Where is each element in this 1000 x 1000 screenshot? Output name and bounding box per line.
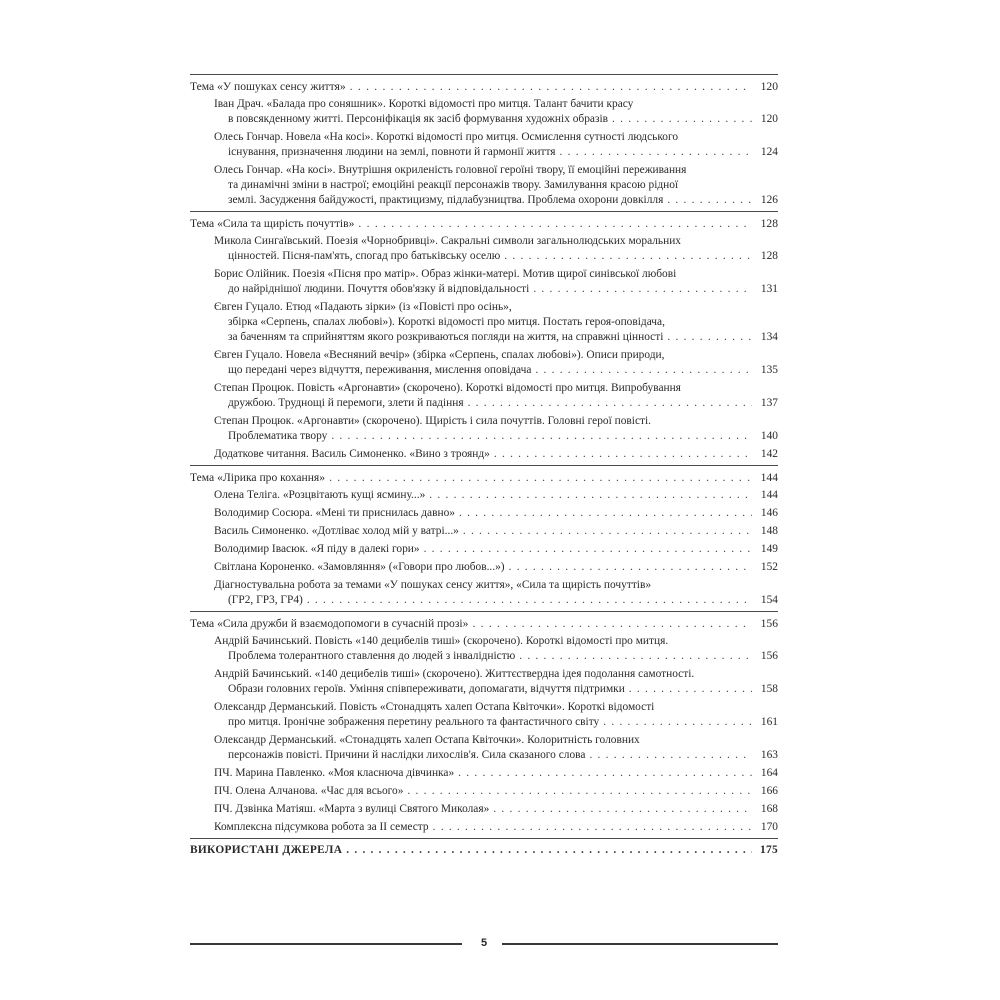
toc-entry-line: збірка «Серпень, спалах любові»). Короткі відомості про митця. Постать героя-оповідача, [228, 316, 665, 328]
toc-entry-text [190, 733, 752, 763]
toc-page-number: 148 [760, 525, 778, 537]
toc-entry-text [190, 634, 752, 664]
toc-page-number: 149 [760, 543, 778, 555]
toc-entry-text [190, 348, 752, 378]
toc-entry-text [190, 578, 752, 608]
section-divider [190, 838, 778, 839]
toc-theme-entry [190, 616, 778, 631]
toc-entry-text [190, 163, 752, 208]
toc-entry [190, 97, 778, 127]
toc-entry [190, 542, 778, 557]
toc-page-number: 168 [760, 803, 778, 815]
toc-entry-last-line [214, 249, 752, 264]
dot-leader [505, 560, 752, 575]
toc-page-number: 158 [760, 683, 778, 695]
toc-entry [190, 634, 778, 664]
toc-entry [190, 766, 778, 781]
toc-entry [190, 348, 778, 378]
toc-entry-last-line [214, 766, 752, 781]
toc-entry [190, 667, 778, 697]
toc-page-number: 144 [760, 489, 778, 501]
dot-leader [663, 193, 752, 208]
toc-entry-line: ПЧ. Дзвінка Матіяш. «Марта з вулиці Святого Миколая» [214, 803, 490, 815]
toc-entry-line: Тема «Сила дружби й взаємодопомоги в сучасній прозі» [190, 617, 469, 630]
toc-entry-line: Світлана Короненко. «Замовляння» («Говори про любов...») [214, 561, 505, 573]
dot-leader [420, 542, 752, 557]
toc-entry [190, 447, 778, 462]
toc-entry-text [190, 267, 752, 297]
toc-entry-text [190, 234, 752, 264]
toc-page-number: 134 [760, 331, 778, 343]
toc-entry-line: Тема «Лірика про кохання» [190, 471, 326, 484]
dot-leader [454, 766, 752, 781]
dot-leader [500, 249, 752, 264]
dot-leader [464, 396, 752, 411]
toc-entry-line: що передані через відчуття, переживання, мислення оповідача [228, 364, 532, 376]
toc-page-number: 137 [760, 397, 778, 409]
toc-entry [190, 381, 778, 411]
dot-leader [515, 649, 752, 664]
dot-leader [489, 802, 752, 817]
toc-entry-line: Борис Олійник. Поезія «Пісня про матір». Образ жінки-матері. Мотив щирої синівської любові [214, 268, 677, 280]
toc-page-number: 156 [760, 650, 778, 662]
toc-entry-line: ПЧ. Олена Алчанова. «Час для всього» [214, 785, 404, 797]
toc-entry-line: Іван Драч. «Балада про соняшник». Короткі відомості про митця. Талант бачити красу [214, 98, 634, 110]
toc-entry-last-line [190, 470, 752, 485]
toc-entry-text [190, 470, 752, 485]
dot-leader [599, 715, 752, 730]
section-divider [190, 465, 778, 466]
page-number: 5 [480, 937, 488, 949]
toc-entry [190, 163, 778, 208]
toc-page-number: 170 [760, 821, 778, 833]
toc-entry-last-line [214, 820, 752, 835]
toc-entry-last-line [190, 216, 752, 231]
dot-leader [403, 784, 752, 799]
toc-entry-line: Андрій Бачинський. Повість «140 децибелів тиші» (скорочено). Короткі відомості про митця. [214, 635, 669, 647]
toc-page-number: 166 [760, 785, 778, 797]
toc-entry-last-line [214, 145, 752, 160]
toc-entry-line: за баченням та сприйняттям якого розкриваються погляди на життя, на справжні цінності [228, 331, 664, 343]
toc-page-number: 126 [760, 194, 778, 206]
dot-leader [663, 330, 752, 345]
toc-sources-entry [190, 843, 778, 858]
dot-leader [608, 112, 752, 127]
dot-leader [346, 79, 752, 94]
toc-entry-line: Андрій Бачинський. «140 децибелів тиші» (скорочено). Життєствердна ідея подолання самотності. [214, 668, 695, 680]
toc-entry-text [190, 667, 752, 697]
toc-entry-last-line [214, 193, 752, 208]
toc-entry-line: цінностей. Пісня-пам'ять, спогад про батьківську оселю [228, 250, 501, 262]
toc-page-number: 131 [760, 283, 778, 295]
toc-entry-last-line [214, 396, 752, 411]
toc-entry [190, 820, 778, 835]
toc-page-number: 175 [760, 844, 778, 856]
section-divider [190, 611, 778, 612]
toc-entry-last-line [190, 843, 752, 858]
toc-entry-text [190, 524, 752, 539]
toc-entry-line: Комплексна підсумкова робота за ІІ семестр [214, 821, 429, 833]
toc-theme-entry [190, 216, 778, 231]
footer-rule-left [190, 943, 462, 945]
toc-entry-last-line [214, 363, 752, 378]
toc-entry-last-line [214, 748, 752, 763]
toc-entry [190, 506, 778, 521]
toc-page-number: 128 [760, 250, 778, 262]
toc-entry [190, 414, 778, 444]
dot-leader [455, 506, 752, 521]
dot-leader [585, 748, 752, 763]
dot-leader [327, 429, 752, 444]
toc-entry-line: персонажів повісті. Причини й наслідки лихослів'я. Сила сказаного слова [228, 749, 586, 761]
toc-entry-last-line [214, 649, 752, 664]
table-of-contents [190, 72, 778, 861]
toc-page-number: 156 [760, 617, 778, 630]
toc-entry [190, 560, 778, 575]
toc-entry-text [190, 766, 752, 781]
toc-entry-line: Тема «У пошуках сенсу життя» [190, 80, 346, 93]
toc-entry-text [190, 843, 752, 858]
toc-page-number: 142 [760, 448, 778, 460]
toc-entry-last-line [214, 112, 752, 127]
toc-entry-line: (ГР2, ГР3, ГР4) [228, 594, 303, 606]
toc-entry-last-line [214, 802, 752, 817]
toc-entry [190, 733, 778, 763]
toc-entry-line: та динамічні зміни в настрої; емоційні реакції персонажів твору. Замилування красою рідної [228, 179, 679, 191]
toc-entry-line: про митця. Іронічне зображення перетину реального та фантастичного світу [228, 716, 600, 728]
page-footer [190, 936, 778, 950]
toc-entry-line: Володимир Сосюра. «Мені ти приснилась давно» [214, 507, 455, 519]
toc-page-number: 120 [760, 113, 778, 125]
toc-entry-line: Олександр Дерманський. Повість «Стонадцять халеп Остапа Квіточки». Короткі відомості [214, 701, 655, 713]
toc-entry [190, 524, 778, 539]
toc-entry-line: Степан Процюк. Повість «Аргонавти» (скорочено). Короткі відомості про митця. Випробування [214, 382, 681, 394]
toc-entry-text [190, 300, 752, 345]
toc-entry [190, 802, 778, 817]
toc-entry-text [190, 542, 752, 557]
toc-entry-text [190, 97, 752, 127]
toc-entry-last-line [214, 282, 752, 297]
dot-leader [425, 488, 752, 503]
dot-leader [531, 363, 752, 378]
toc-entry-line: Олександр Дерманський. «Стонадцять халеп Остапа Квіточки». Колоритність головних [214, 734, 640, 746]
toc-entry-line: Микола Сингаївський. Поезія «Чорнобривці». Сакральні символи загальнолюдських моральних [214, 235, 681, 247]
toc-entry-line: Євген Гуцало. Новела «Весняний вечір» (збірка «Серпень, спалах любові»). Описи природи, [214, 349, 665, 361]
toc-entry-line: Василь Симоненко. «Дотліває холод мій у ватрі...» [214, 525, 459, 537]
toc-entry-last-line [214, 682, 752, 697]
dot-leader [325, 470, 752, 485]
toc-page-number: 140 [760, 430, 778, 442]
toc-entry [190, 700, 778, 730]
toc-entry-line: в повсякденному житті. Персоніфікація як засіб формування художніх образів [228, 113, 609, 125]
toc-entry-line: Степан Процюк. «Аргонавти» (скорочено). Щирість і сила почуттів. Головні герої повісті. [214, 415, 651, 427]
toc-entry-text [190, 784, 752, 799]
toc-entry-last-line [214, 715, 752, 730]
toc-theme-entry [190, 79, 778, 94]
toc-page-number: 124 [760, 146, 778, 158]
toc-entry-last-line [190, 616, 752, 631]
dot-leader [342, 843, 752, 858]
toc-entry-last-line [214, 524, 752, 539]
section-divider [190, 211, 778, 212]
dot-leader [354, 216, 752, 231]
toc-entry-text [190, 560, 752, 575]
footer-rule-right [502, 943, 778, 945]
toc-entry-text [190, 506, 752, 521]
toc-entry-last-line [214, 542, 752, 557]
dot-leader [468, 616, 752, 631]
toc-entry-line: Проблематика твору [228, 430, 328, 442]
dot-leader [556, 145, 752, 160]
toc-entry-line: Володимир Івасюк. «Я піду в далекі гори» [214, 543, 420, 555]
toc-entry-line: ПЧ. Марина Павленко. «Моя класнюча дівчинка» [214, 767, 455, 779]
toc-entry-line: існування, призначення людини на землі, повноти й гармонії життя [228, 146, 556, 158]
dot-leader [459, 524, 752, 539]
toc-page-number: 164 [760, 767, 778, 779]
toc-entry-line: Олесь Гончар. Новела «На косі». Короткі відомості про митця. Осмислення сутності людського [214, 131, 679, 143]
toc-entry-text [190, 447, 752, 462]
toc-entry-last-line [214, 560, 752, 575]
toc-entry-line: до найріднішої людини. Почуття обов'язку й відповідальності [228, 283, 530, 295]
toc-entry-line: Образи головних героїв. Уміння співпереживати, допомагати, відчуття підтримки [228, 683, 625, 695]
toc-page-number: 144 [760, 471, 778, 484]
toc-entry [190, 267, 778, 297]
toc-entry [190, 300, 778, 345]
toc-entry-line: Олесь Гончар. «На косі». Внутрішня окриленість головної героїні твору, її емоційні переживання [214, 164, 687, 176]
toc-entry-last-line [214, 330, 752, 345]
toc-entry-text [190, 488, 752, 503]
toc-entry-line: Проблема толерантного ставлення до людей з інвалідністю [228, 650, 516, 662]
toc-entry-last-line [214, 447, 752, 462]
toc-entry-line: дружбою. Труднощі й перемоги, злети й падіння [228, 397, 464, 409]
toc-entry-text [190, 381, 752, 411]
toc-entry-line: Тема «Сила та щирість почуттів» [190, 217, 355, 230]
toc-entry-line: Діагностувальна робота за темами «У пошуках сенсу життя», «Сила та щирість почуттів» [214, 579, 652, 591]
toc-entry-text [190, 130, 752, 160]
toc-entry-last-line [214, 593, 752, 608]
toc-entry-text [190, 616, 752, 631]
toc-entry [190, 234, 778, 264]
dot-leader [303, 593, 752, 608]
toc-entry-text [190, 700, 752, 730]
toc-entry-last-line [214, 429, 752, 444]
dot-leader [490, 447, 752, 462]
toc-entry-line: землі. Засудження байдужості, практицизму, підлабузництва. Проблема охорони довкілля [228, 194, 664, 206]
toc-entry-text [190, 820, 752, 835]
toc-page-number: 135 [760, 364, 778, 376]
toc-entry-line: ВИКОРИСТАНІ ДЖЕРЕЛА [190, 844, 343, 856]
section-divider [190, 74, 778, 75]
toc-entry [190, 578, 778, 608]
toc-page-number: 146 [760, 507, 778, 519]
toc-entry-text [190, 802, 752, 817]
toc-entry-last-line [190, 79, 752, 94]
toc-entry [190, 130, 778, 160]
dot-leader [529, 282, 752, 297]
toc-entry-line: Євген Гуцало. Етюд «Падають зірки» (із «Повісті про осінь», [214, 301, 512, 313]
toc-entry-text [190, 79, 752, 94]
toc-page-number: 163 [760, 749, 778, 761]
toc-entry-text [190, 216, 752, 231]
toc-entry [190, 784, 778, 799]
toc-page-number: 154 [760, 594, 778, 606]
dot-leader [429, 820, 752, 835]
toc-entry-text [190, 414, 752, 444]
toc-page-number: 120 [760, 80, 778, 93]
toc-page-number: 152 [760, 561, 778, 573]
toc-theme-entry [190, 470, 778, 485]
toc-entry-last-line [214, 488, 752, 503]
toc-entry-last-line [214, 784, 752, 799]
toc-entry-line: Додаткове читання. Василь Симоненко. «Вино з троянд» [214, 448, 490, 460]
toc-page-number: 161 [760, 716, 778, 728]
toc-page-number: 128 [760, 217, 778, 230]
toc-entry-line: Олена Теліга. «Розцвітають кущі ясмину...» [214, 489, 426, 501]
toc-entry-last-line [214, 506, 752, 521]
dot-leader [625, 682, 752, 697]
toc-entry [190, 488, 778, 503]
